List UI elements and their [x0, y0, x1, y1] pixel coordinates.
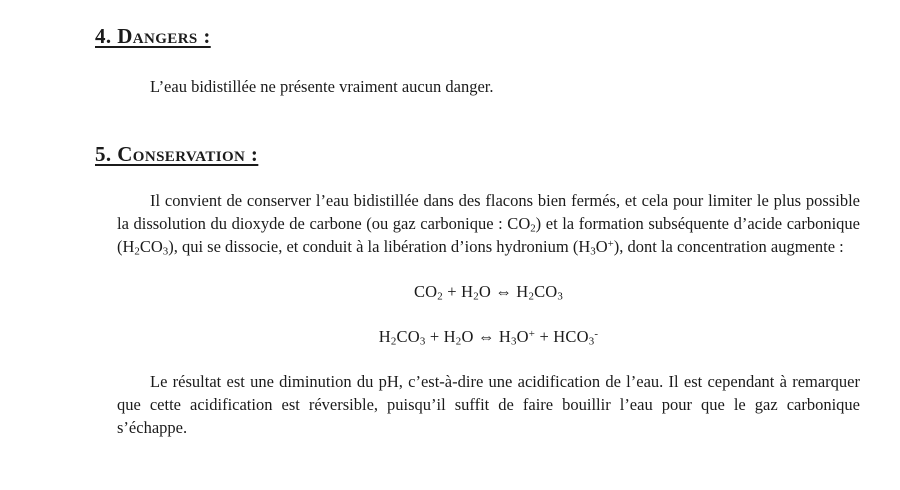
section-5-heading: 5. Conservation :: [95, 142, 259, 166]
section-4-heading: 4. Dangers :: [95, 24, 211, 48]
section-4-paragraph: L’eau bidistillée ne présente vraiment aucun danger.: [150, 77, 494, 96]
section-5-paragraph-1: Il convient de conserver l’eau bidistillée dans des flacons bien fermés, et cela pour limiter le plus possible la dissolution du dioxyde de carbone (ou gaz carbonique : $CO_2$) et la formation subséquente d’acide carbonique $(H_2CO_3)$, qui se dissocie, et conduit à la libération d’ions hydronium $(H_3O^+)$, dont la concentration augmente :: [117, 191, 860, 258]
equation-co2-h2o: $CO_2 + H_2O$ ⇔ $H_2CO_3$: [413, 282, 564, 303]
section-5-paragraph-2: Le résultat est une diminution du pH, c’est-à-dire une acidification de l’eau. Il est cependant à remarquer que cette acidification est réversible, puisqu’il suffit de faire bouillir l’eau pour que le gaz carbonique s’échappe.: [117, 372, 860, 437]
equation-h2co3-dissociation: $H_2CO_3 + H_2O$ ⇔ $H_3O^+ + HCO_3^-$: [378, 327, 599, 348]
